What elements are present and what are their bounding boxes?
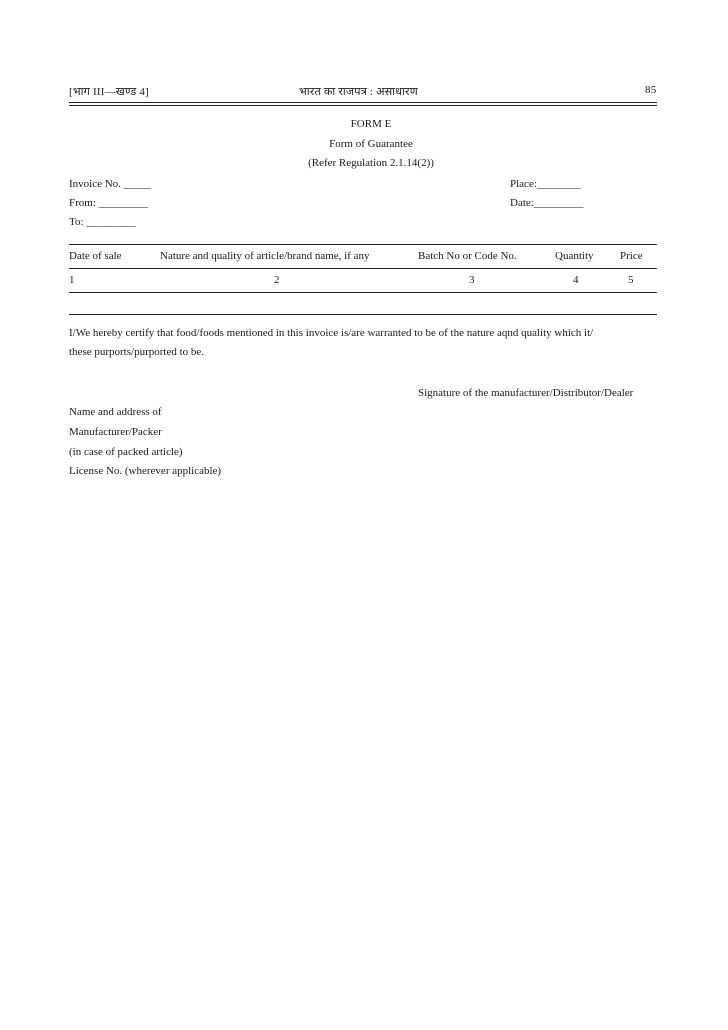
detail-license-no: License No. (wherever applicable): [69, 465, 222, 477]
header-rule-bottom: [69, 105, 657, 106]
date-field: Date:_________: [510, 197, 584, 209]
column-header-quantity: Quantity: [555, 250, 594, 262]
column-number-3: 3: [469, 274, 475, 286]
invoice-field: Invoice No. _____: [69, 178, 152, 190]
from-field: From: _________: [69, 197, 149, 209]
column-header-date-of-sale: Date of sale: [69, 250, 122, 262]
certification-line-1: I/We hereby certify that food/foods mentioned in this invoice is/are warranted to be of the nature aqnd quality which it/: [69, 327, 594, 339]
column-number-5: 5: [628, 274, 634, 286]
to-field: To: _________: [69, 216, 136, 228]
table-rule-numbers: [69, 292, 657, 293]
certification-line-2: these purports/purported to be.: [69, 346, 205, 358]
detail-packed-article: (in case of packed article): [69, 446, 183, 458]
page-number: 85: [645, 84, 657, 96]
table-rule-top: [69, 244, 657, 245]
detail-manufacturer: Manufacturer/Packer: [69, 426, 162, 438]
table-rule-header: [69, 268, 657, 269]
detail-name-address: Name and address of: [69, 406, 162, 418]
column-header-price: Price: [620, 250, 643, 262]
signature-line: Signature of the manufacturer/Distributor/Dealer: [418, 387, 634, 399]
column-header-batch-no: Batch No or Code No.: [418, 250, 517, 262]
column-number-1: 1: [69, 274, 75, 286]
column-number-4: 4: [573, 274, 579, 286]
form-title: FORM E: [350, 118, 392, 130]
form-subtitle: Form of Guarantee: [329, 138, 413, 150]
column-header-nature-quality: Nature and quality of article/brand name, if any: [160, 250, 370, 262]
table-rule-bottom: [69, 314, 657, 315]
form-reference: (Refer Regulation 2.1.14(2)): [308, 157, 434, 169]
place-field: Place:________: [510, 178, 581, 190]
header-section-label: [भाग III—खण्ड 4]: [69, 86, 149, 98]
header-rule-top: [69, 102, 657, 103]
column-number-2: 2: [274, 274, 280, 286]
header-gazette-title: भारत का राजपत्र : असाधारण: [299, 86, 418, 98]
